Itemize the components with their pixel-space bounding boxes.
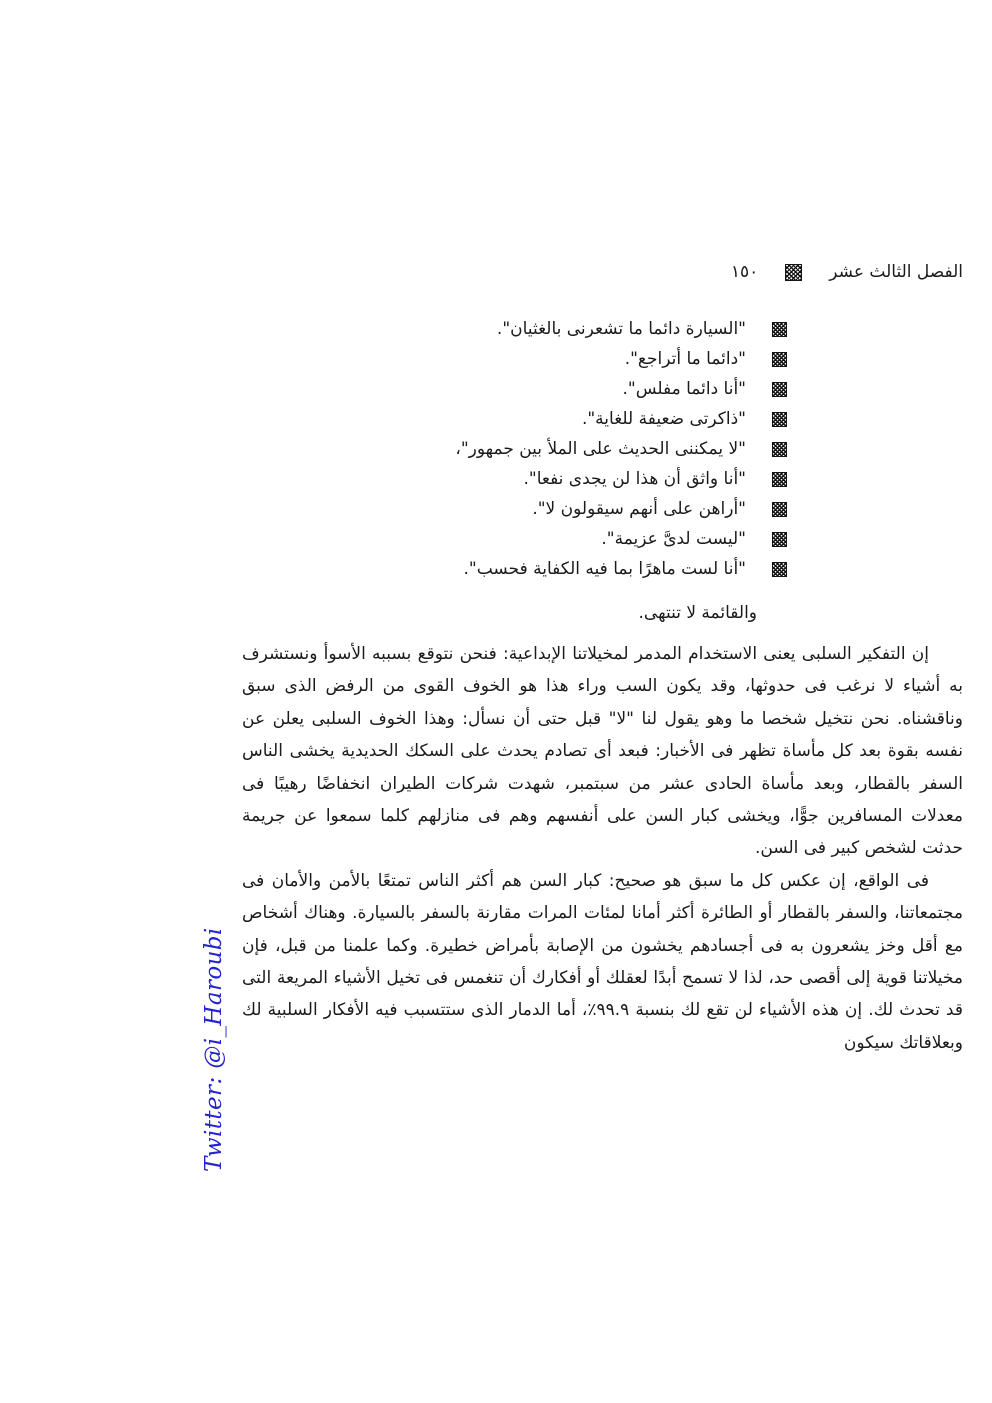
quote-item: [455, 524, 787, 554]
quote-text: "ذاكرتى ضعيفة للغاية".: [581, 409, 746, 429]
body-text: [242, 638, 963, 1059]
quote-item: [455, 434, 787, 464]
quote-text: "أنا لست ماهرًا بما فيه الكفاية فحسب".: [463, 559, 746, 579]
twitter-watermark: Twitter: @i_Haroubi: [201, 927, 227, 1172]
checkered-bullet-icon: [772, 502, 787, 517]
page-header: [731, 262, 963, 282]
chapter-title: الفصل الثالث عشر: [829, 262, 963, 282]
quote-text: "ليست لدىَّ عزيمة".: [601, 529, 746, 549]
quote-text: "السيارة دائما ما تشعرنى بالغثيان".: [496, 319, 746, 339]
quote-item: [455, 404, 787, 434]
checkered-bullet-icon: [772, 442, 787, 457]
quote-item: [455, 344, 787, 374]
checkered-bullet-icon: [772, 322, 787, 337]
checkered-bullet-icon: [772, 352, 787, 367]
checkered-bullet-icon: [772, 562, 787, 577]
checkered-bullet-icon: [772, 412, 787, 427]
checkered-bullet-icon: [772, 472, 787, 487]
chapter-ornament-icon: [785, 264, 802, 281]
quote-item: [455, 464, 787, 494]
quote-item: [455, 314, 787, 344]
quote-item: [455, 554, 787, 584]
quote-list: [455, 314, 787, 584]
checkered-bullet-icon: [772, 382, 787, 397]
quote-text: "أنا دائما مفلس".: [622, 379, 746, 399]
checkered-bullet-icon: [772, 532, 787, 547]
quote-text: "أنا واثق أن هذا لن يجدى نفعا".: [523, 469, 746, 489]
quote-text: "لا يمكننى الحديث على الملأ بين جمهور"،: [455, 439, 746, 459]
quote-item: [455, 494, 787, 524]
page-number: ١٥٠: [730, 262, 759, 282]
paragraph-reality: فى الواقع، إن عكس كل ما سبق هو صحيح: كبار السن هم أكثر الناس تمتعًا بالأمن والأمان فى مجتمعاتنا، والسفر بالقطار أو الطائرة أكثر أمانا لمئات المرات مقارنة بالسفر بالسيارة. وهناك أشخاص مع أقل وخز يشعرون به فى أجسادهم يخشون من الإصابة بأمراض خطيرة. وكما علمنا من قبل، فإن مخيلاتنا قوية إلى أقصى حد، لذا لا تسمح أبدًا لعقلك أو أفكارك أن تنغمس فى تخيل الأشياء المريعة التى قد تحدث لك. إن هذه الأشياء لن تقع لك بنسبة ٩٩.٩٪، أما الدمار الذى ستتسبب فيه الأفكار السلبية لك وبعلاقاتك سيكون: [242, 870, 963, 1053]
quote-text: "أراهن على أنهم سيقولون لا".: [532, 499, 746, 519]
list-closing-line: والقائمة لا تنتهى.: [638, 603, 757, 623]
paragraph-negative-thinking: إن التفكير السلبى يعنى الاستخدام المدمر لمخيلاتنا الإبداعية: فنحن نتوقع بسببه الأسوأ ونستشرف به أشياء لا نرغب فى حدوثها، وقد يكون السب وراء هذا هو الخوف القوى من الرفض الذى سبق وناقشناه. نحن نتخيل شخصا ما وهو يقول لنا "لا" قبل حتى أن نسأل: وهذا الخوف السلبى يعلن عن نفسه بقوة بعد كل مأساة تظهر فى الأخبار: فبعد أى تصادم يحدث على السكك الحديدية يخشى الناس السفر بالقطار، وبعد مأساة الحادى عشر من سبتمبر، شهدت شركات الطيران انخفاضًا رهيبًا فى معدلات المسافرين جوًّا، ويخشى كبار السن على أنفسهم وهم فى منازلهم كلما سمعوا عن جريمة حدثت لشخص كبير فى السن.: [242, 644, 963, 859]
quote-text: "دائما ما أتراجع".: [624, 349, 746, 369]
quote-item: [455, 374, 787, 404]
